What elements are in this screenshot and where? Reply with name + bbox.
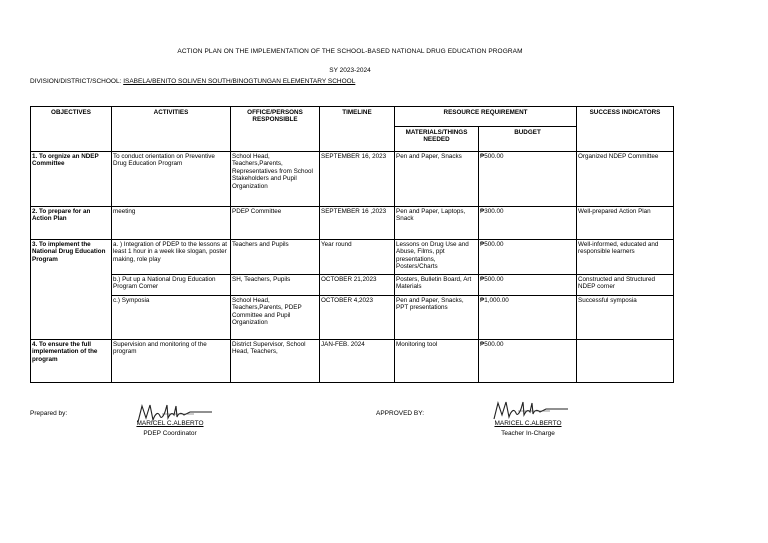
indicator-cell: Constructed and Structured NDEP corner: [577, 275, 674, 296]
indicator-cell: Successful symposia: [577, 296, 674, 340]
approved-signatory: [476, 420, 580, 437]
budget-cell: ₱500.00: [479, 152, 577, 207]
prepared-role: PDEP Coordinator: [143, 430, 197, 437]
document-title: ACTION PLAN ON THE IMPLEMENTATION OF THE SCHOOL-BASED NATIONAL DRUG EDUCATION PROGRAM: [177, 48, 523, 55]
budget-cell: ₱500.00: [479, 340, 577, 383]
budget-cell: ₱500.00: [479, 275, 577, 296]
table-row: [31, 207, 674, 240]
office-cell: SH, Teachers, Pupils: [231, 275, 320, 296]
header-materials: MATERIALS/THINGS NEEDED: [395, 127, 479, 152]
header-objectives: OBJECTIVES: [31, 107, 112, 152]
materials-cell: Pen and Paper, Snacks, PPT presentations: [395, 296, 479, 340]
activity-cell: b.) Put up a National Drug Education Program Corner: [112, 275, 231, 296]
activity-cell: a. ) Integration of PDEP to the lessons at least 1 hour in a week like slogan, poster making, role play: [112, 240, 231, 275]
action-plan-table: [30, 106, 674, 383]
division-value: ISABELA/BENITO SOLIVEN SOUTH/BINOGTUNGAN ELEMENTARY SCHOOL: [123, 78, 356, 85]
indicator-cell: Well-informed, educated and responsible learners: [577, 240, 674, 275]
office-cell: PDEP Committee: [231, 207, 320, 240]
materials-cell: Lessons on Drug Use and Abuse, Films, ppt presentations, Posters/Charts: [395, 240, 479, 275]
division-line: [30, 78, 355, 85]
timeline-cell: SEPTEMBER 16 ,2023: [320, 207, 395, 240]
table-row: [31, 296, 674, 340]
header-budget: BUDGET: [479, 127, 577, 152]
objective-cell: 4. To ensure the full implementation of the program: [31, 340, 112, 383]
indicator-cell: Well-prepared Action Plan: [577, 207, 674, 240]
activity-cell: c.) Symposia: [112, 296, 231, 340]
activity-cell: meeting: [112, 207, 231, 240]
materials-cell: Pen and Paper, Laptops, Snack: [395, 207, 479, 240]
office-cell: School Head, Teachers,Parents, Representatives from School Stakeholders and Pupil Organization: [231, 152, 320, 207]
header-timeline: TIMELINE: [320, 107, 395, 152]
approved-by-label: APPROVED BY:: [376, 410, 425, 417]
prepared-signatory: [118, 420, 222, 437]
table-row: [31, 152, 674, 207]
objective-cell: 1. To orgnize an NDEP Committee: [31, 152, 112, 207]
objective-cell: 3. To implement the National Drug Education Program: [31, 240, 112, 340]
activity-cell: To conduct orientation on Preventive Drug Education Program: [112, 152, 231, 207]
header-activities: ACTIVITIES: [112, 107, 231, 152]
indicator-cell: Organized NDEP Committee: [577, 152, 674, 207]
header-row: [31, 107, 674, 127]
activity-cell: Supervision and monitoring of the program: [112, 340, 231, 383]
prepared-name: MARICEL C.ALBERTO: [136, 420, 204, 427]
timeline-cell: SEPTEMBER 16, 2023: [320, 152, 395, 207]
division-label: DIVISION/DISTRICT/SCHOOL:: [30, 78, 124, 85]
timeline-cell: OCTOBER 21,2023: [320, 275, 395, 296]
objective-cell: 2. To prepare for an Action Plan: [31, 207, 112, 240]
timeline-cell: OCTOBER 4,2023: [320, 296, 395, 340]
office-cell: District Supervisor, School Head, Teachers,: [231, 340, 320, 383]
school-year: SY 2023-2024: [329, 67, 371, 74]
timeline-cell: JAN-FEB. 2024: [320, 340, 395, 383]
budget-cell: ₱1,000.00: [479, 296, 577, 340]
budget-cell: ₱300.00: [479, 207, 577, 240]
indicator-cell: [577, 340, 674, 383]
prepared-by-label: Prepared by:: [30, 410, 68, 417]
office-cell: School Head, Teachers,Parents, PDEP Committee and Pupil Organization: [231, 296, 320, 340]
table-row: [31, 340, 674, 383]
table-row: [31, 240, 674, 275]
approved-name: MARICEL C.ALBERTO: [494, 420, 562, 427]
budget-cell: ₱500.00: [479, 240, 577, 275]
header-office: OFFICE/PERSONS RESPONSIBLE: [231, 107, 320, 152]
header-resource: RESOURCE REQUIREMENT: [395, 107, 577, 127]
timeline-cell: Year round: [320, 240, 395, 275]
office-cell: Teachers and Pupils: [231, 240, 320, 275]
materials-cell: Pen and Paper, Snacks: [395, 152, 479, 207]
materials-cell: Posters, Bulletin Board, Art Materials: [395, 275, 479, 296]
approved-role: Teacher In-Charge: [501, 430, 555, 437]
materials-cell: Monitoring tool: [395, 340, 479, 383]
table-row: [31, 275, 674, 296]
header-indicators: SUCCESS INDICATORS: [577, 107, 674, 152]
